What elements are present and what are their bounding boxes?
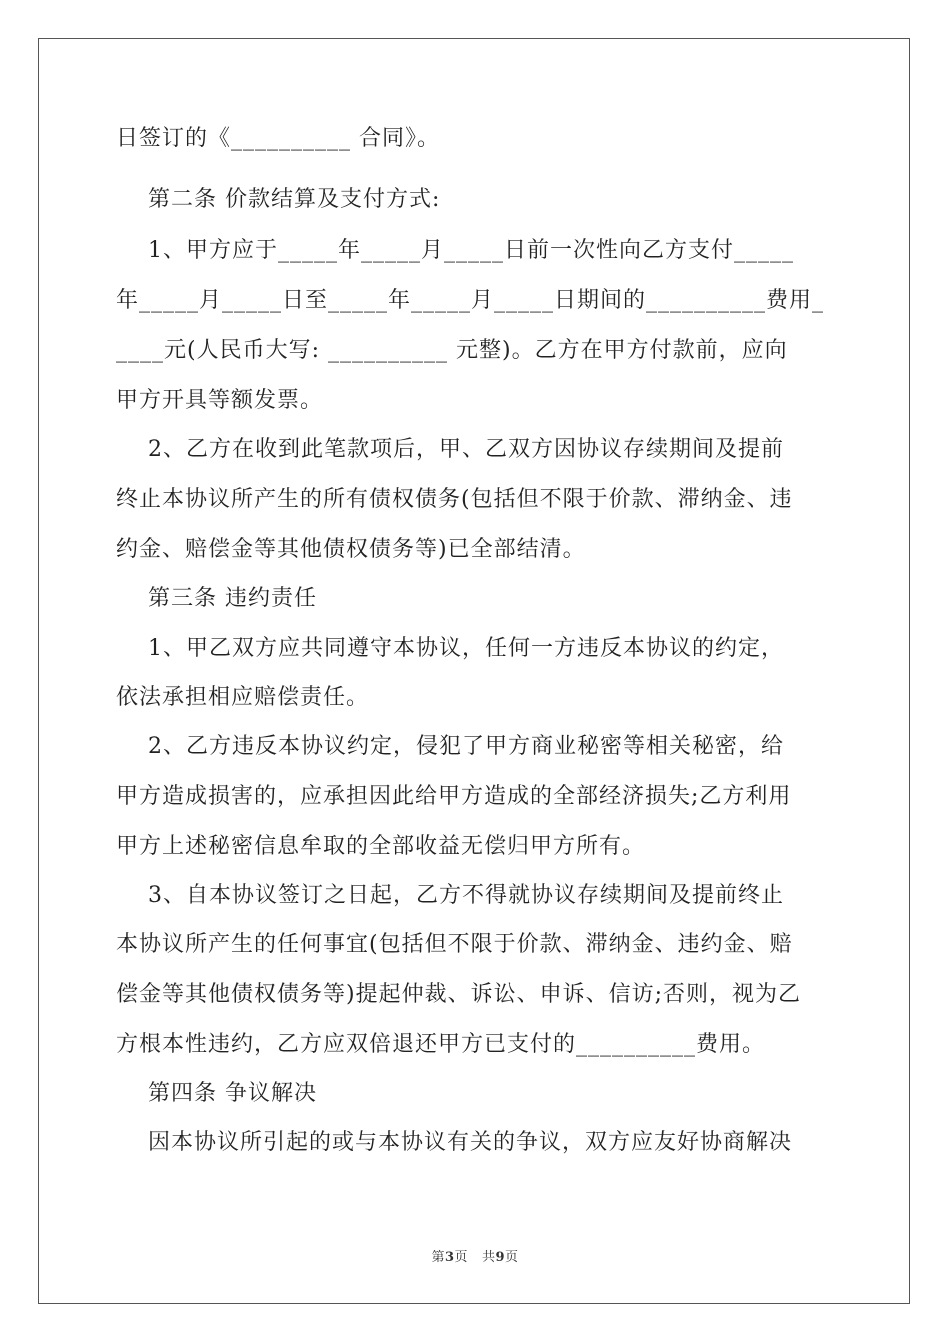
text-line: 1、甲方应于_____年_____月_____日前一次性向乙方支付_____ — [116, 238, 794, 263]
article-heading: 第三条 违约责任 — [116, 586, 317, 611]
text-line: 日签订的《__________ 合同》。 — [116, 126, 440, 151]
text-line: 甲方开具等额发票。 — [116, 388, 324, 413]
text-line: 偿金等其他债权债务等)提起仲裁、诉讼、申诉、信访;否则，视为乙 — [116, 982, 801, 1007]
page-border — [38, 38, 910, 1304]
page-number — [0, 1246, 950, 1265]
text-line: 甲方造成损害的，应承担因此给甲方造成的全部经济损失;乙方利用 — [116, 784, 792, 809]
text-line: 2、乙方在收到此笔款项后，甲、乙双方因协议存续期间及提前 — [116, 437, 784, 462]
text-line: 3、自本协议签订之日起，乙方不得就协议存续期间及提前终止 — [116, 883, 784, 908]
text-line: 本协议所产生的任何事宜(包括但不限于价款、滞纳金、违约金、赔 — [116, 932, 793, 957]
text-line: ____元(人民币大写: __________ 元整)。乙方在甲方付款前，应向 — [116, 338, 788, 363]
text-line: 约金、赔偿金等其他债权债务等)已全部结清。 — [116, 537, 586, 562]
text-line: 年_____月_____日至_____年_____月_____日期间的__________费用_ — [116, 288, 825, 313]
total-pages: 9 — [495, 1250, 505, 1265]
page-suffix: 页 — [505, 1250, 519, 1265]
article-heading: 第四条 争议解决 — [116, 1081, 317, 1106]
text-line: 方根本性违约，乙方应双倍退还甲方已支付的__________费用。 — [116, 1032, 766, 1057]
text-line: 依法承担相应赔偿责任。 — [116, 685, 370, 710]
article-heading: 第二条 价款结算及支付方式: — [116, 187, 441, 212]
page-prefix: 第 — [431, 1250, 445, 1265]
page-mid: 页 共 — [454, 1250, 496, 1265]
text-line: 终止本协议所产生的所有债权债务(包括但不限于价款、滞纳金、违 — [116, 487, 793, 512]
text-line: 甲方上述秘密信息牟取的全部收益无偿归甲方所有。 — [116, 834, 646, 859]
text-line: 1、甲乙双方应共同遵守本协议，任何一方违反本协议的约定， — [116, 636, 784, 661]
text-line: 因本协议所引起的或与本协议有关的争议，双方应友好协商解决 — [116, 1130, 792, 1155]
text-line: 2、乙方违反本协议约定，侵犯了甲方商业秘密等相关秘密，给 — [116, 734, 784, 759]
current-page: 3 — [445, 1250, 455, 1265]
